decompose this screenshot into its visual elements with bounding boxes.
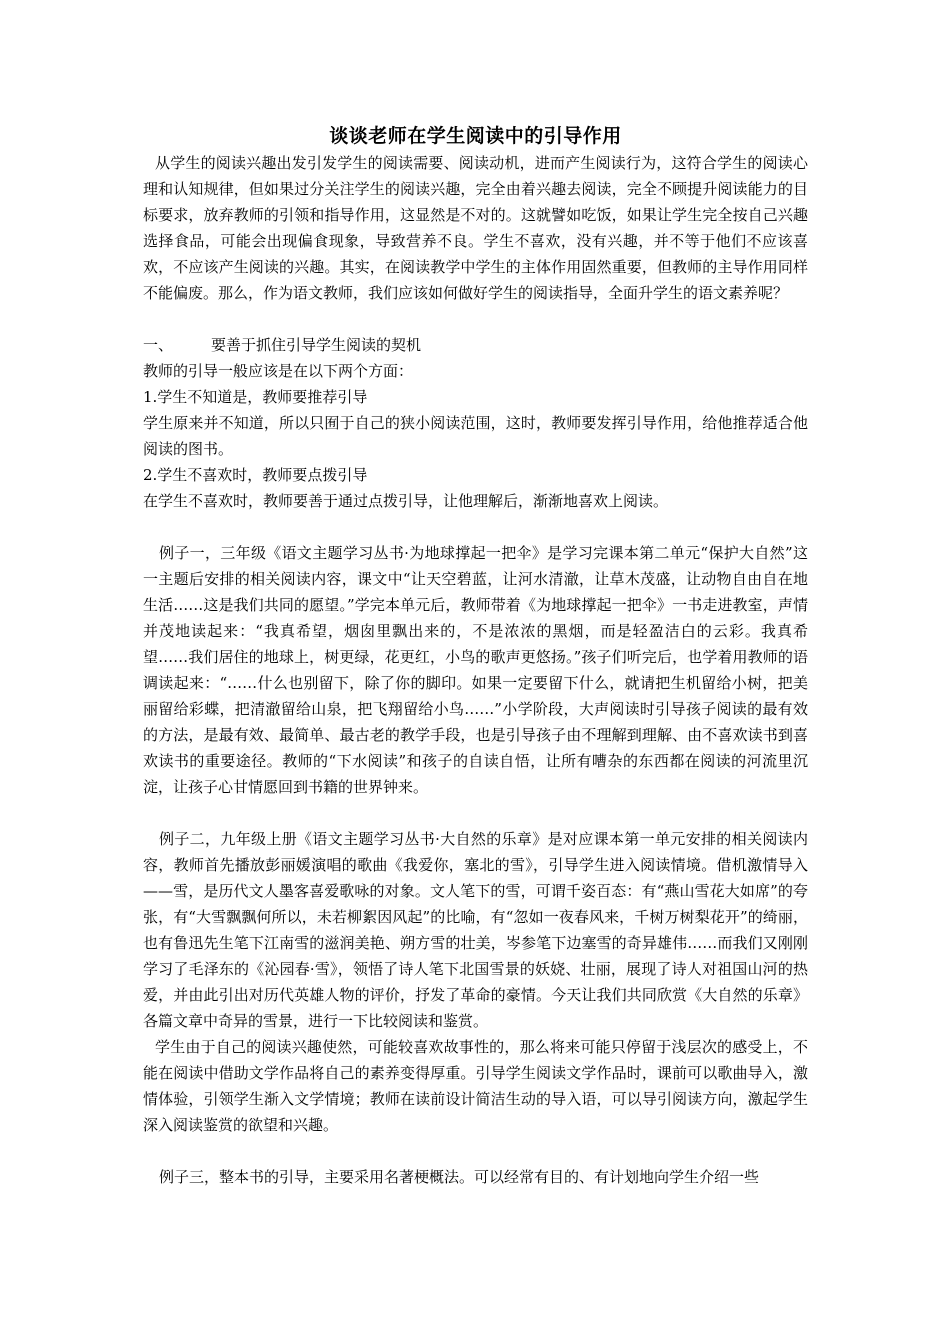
blank-line: [143, 800, 808, 826]
example3-paragraph: 例子三，整本书的引导，主要采用名著梗概法。可以经常有目的、有计划地向学生介绍一些: [159, 1168, 760, 1186]
section-title: 要善于抓住引导学生阅读的契机: [211, 336, 422, 354]
section-lead: 教师的引导一般应该是在以下两个方面：: [143, 362, 414, 380]
point2-body: 在学生不喜欢时，教师要善于通过点拨引导，让他理解后，渐渐地喜欢上阅读。: [143, 492, 669, 510]
intro-paragraph: 从学生的阅读兴趣出发引发学生的阅读需要、阅读动机，进而产生阅读行为，这符合学生的阅读心理和认知规律，但如果过分关注学生的阅读兴趣，完全由着兴趣去阅读，完全不顾提升阅读能力的目标要求，放弃教师的引领和指导作用，这显然是不对的。这就譬如吃饭，如果让学生完全按自己兴趣选择食品，可能会出现偏食现象，导致营养不良。学生不喜欢，没有兴趣，并不等于他们不应该喜欢，不应该产生阅读的兴趣。其实，在阅读教学中学生的主体作用固然重要，但教师的主导作用同样不能偏废。那么，作为语文教师，我们应该如何做好学生的阅读指导，全面升学生的语文素养呢？: [143, 154, 808, 302]
point2-title: 2.学生不喜欢时，教师要点拨引导: [143, 466, 368, 484]
section-number: 一、: [143, 336, 174, 354]
blank-line: [143, 514, 808, 540]
example1-paragraph: 例子一，三年级《语文主题学习丛书·为地球撑起一把伞》是学习完课本第二单元“保护大自然”这一主题后安排的相关阅读内容，课文中“让天空碧蓝，让河水清澈，让草木茂盛，让动物自由自在地生活……这是我们共同的愿望。”学完本单元后，教师带着《为地球撑起一把伞》一书走进教室，声情并茂地读起来：“我真希望，烟囱里飘出来的，不是浓浓的黑烟，而是轻盈洁白的云彩。我真希望……我们居住的地球上，树更绿，花更红，小鸟的歌声更悠扬。”孩子们听完后，也学着用教师的语调读起来：“……什么也别留下，除了你的脚印。如果一定要留下什么，就请把生机留给小树，把美丽留给彩蝶，把清澈留给山泉，把飞翔留给小鸟……”小学阶段，大声阅读时引导孩子阅读的最有效的方法，是最有效、最简单、最古老的教学手段，也是引导孩子由不理解到理解、由不喜欢读书到喜欢读书的重要途径。教师的“下水阅读”和孩子的自读自悟，让所有嘈杂的东西都在阅读的河流里沉淀，让孩子心甘情愿回到书籍的世界钟来。: [143, 544, 808, 796]
point1-body: 学生原来并不知道，所以只囿于自己的狭小阅读范围，这时，教师要发挥引导作用，给他推荐适合他阅读的图书。: [143, 414, 808, 458]
example2-followup-paragraph: 学生由于自己的阅读兴趣使然，可能较喜欢故事性的，那么将来可能只停留于浅层次的感受上，不能在阅读中借助文学作品将自己的素养变得厚重。引导学生阅读文学作品时，课前可以歌曲导入，激情体验，引领学生渐入文学情境；教师在读前设计简洁生动的导入语，可以导引阅读方向，激起学生深入阅读鉴赏的欲望和兴趣。: [143, 1038, 808, 1134]
section-heading: [143, 332, 808, 358]
point1-title: 1.学生不知道是，教师要推荐引导: [143, 388, 368, 406]
document-title: 谈谈老师在学生阅读中的引导作用: [329, 125, 622, 147]
blank-line: [143, 1138, 808, 1164]
blank-line: [143, 306, 808, 332]
document-page: [143, 122, 808, 1190]
example2-paragraph: 例子二，九年级上册《语文主题学习丛书·大自然的乐章》是对应课本第一单元安排的相关阅读内容，教师首先播放彭丽媛演唱的歌曲《我爱你，塞北的雪》，引导学生进入阅读情境。借机激情导入——雪，是历代文人墨客喜爱歌咏的对象。文人笔下的雪，可谓千姿百态：有“燕山雪花大如席”的夸张，有“大雪飘飘何所以，未若柳絮因风起”的比喻，有“忽如一夜春风来，千树万树梨花开”的绮丽，也有鲁迅先生笔下江南雪的滋润美艳、朔方雪的壮美，岑参笔下边塞雪的奇异雄伟……而我们又刚刚学习了毛泽东的《沁园春·雪》，领悟了诗人笔下北国雪景的妖娆、壮丽，展现了诗人对祖国山河的热爱，并由此引出对历代英雄人物的评价，抒发了革命的豪情。今天让我们共同欣赏《大自然的乐章》各篇文章中奇异的雪景，进行一下比较阅读和鉴赏。: [143, 830, 808, 1030]
